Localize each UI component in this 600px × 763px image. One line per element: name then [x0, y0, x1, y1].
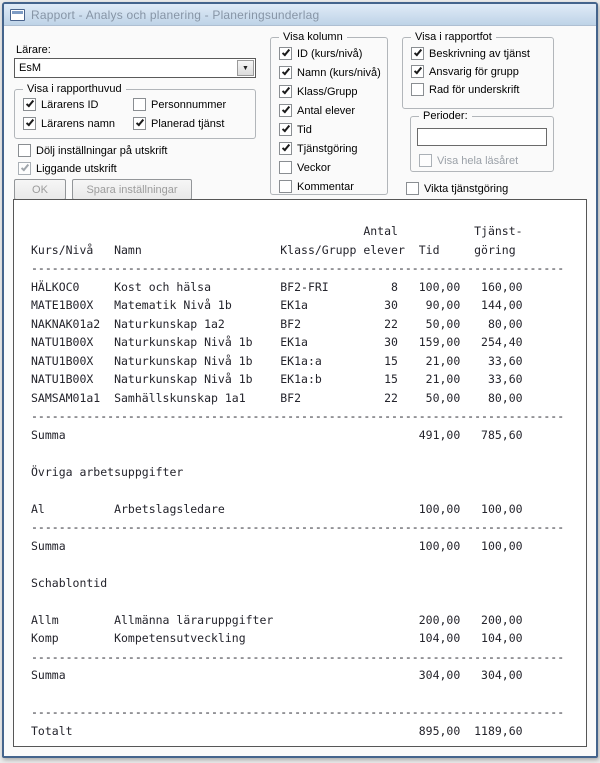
window-title: Rapport - Analys och planering - Planeringsunderlag [31, 7, 320, 22]
report-line: SAMSAM01a1 Samhällskunskap 1a1 BF2 22 50,00 80,00 [31, 390, 523, 405]
ok-button[interactable]: OK [14, 179, 66, 200]
report-line: ----------------------------------------------------------------------------- [31, 409, 565, 423]
checkbox-box [23, 98, 36, 111]
report-line: MATE1B00X Matematik Nivå 1b EK1a 30 90,00 144,00 [31, 298, 523, 312]
group-visa-i-rapportfot [402, 31, 554, 109]
report-line: ----------------------------------------------------------------------------- [31, 261, 565, 275]
spara-installningar-button[interactable]: Spara inställningar [72, 179, 192, 200]
report-line: NATU1B00X Naturkunskap Nivå 1b EK1a 30 159,00 254,40 [31, 335, 523, 349]
checkbox-namn-kurs-niva[interactable]: Namn (kurs/nivå) [279, 66, 381, 79]
report-line: ----------------------------------------------------------------------------- [31, 520, 565, 534]
checkbox-box [23, 117, 36, 130]
larare-label: Lärare: [16, 44, 51, 56]
report-line [31, 685, 586, 704]
check-icon [21, 163, 29, 172]
window-icon [10, 9, 25, 21]
checkbox-klass-grupp[interactable]: Klass/Grupp [279, 85, 358, 98]
checkbox-personnummer[interactable]: Personnummer [133, 98, 226, 111]
check-icon [414, 66, 422, 75]
checkbox-box [279, 85, 292, 98]
checkbox-liggande-utskrift[interactable]: Liggande utskrift [18, 162, 117, 175]
report-line: Antal Tjänst- [31, 224, 523, 238]
report-line: Summa 491,00 785,60 [31, 427, 523, 442]
checkbox-box [133, 98, 146, 111]
chevron-down-icon: ▼ [242, 64, 249, 72]
checkbox-lararens-id[interactable]: Lärarens ID [23, 98, 98, 111]
dialog-window [2, 2, 598, 758]
check-icon [282, 86, 290, 95]
report-line [31, 481, 586, 500]
check-icon [282, 48, 290, 57]
checkbox-box [18, 144, 31, 157]
checkbox-box [279, 123, 292, 136]
checkbox-lararens-namn[interactable]: Lärarens namn [23, 117, 115, 130]
report-line: Summa 100,00 100,00 [31, 538, 523, 553]
checkbox-box [18, 162, 31, 175]
checkbox-dolj-installningar[interactable]: Dölj inställningar på utskrift [18, 144, 167, 157]
check-icon [282, 124, 290, 133]
check-icon [26, 118, 34, 127]
report-line: Kurs/Nivå Namn Klass/Grupp elever Tid göring [31, 242, 516, 257]
report-line: NAKNAK01a2 Naturkunskap 1a2 BF2 22 50,00 80,00 [31, 316, 523, 331]
report-line: NATU1B00X Naturkunskap Nivå 1b EK1a:a 15 21,00 33,60 [31, 353, 523, 368]
report-line: Summa 304,00 304,00 [31, 668, 523, 682]
checkbox-antal-elever[interactable]: Antal elever [279, 104, 355, 117]
report-line: HÄLKOC0 Kost och hälsa BF2-FRI 8 100,00 160,00 [31, 279, 523, 294]
checkbox-tjanstgoring[interactable]: Tjänstgöring [279, 142, 358, 155]
checkbox-box [411, 65, 424, 78]
checkbox-veckor[interactable]: Veckor [279, 161, 331, 174]
checkbox-beskrivning-av-tjanst[interactable]: Beskrivning av tjänst [411, 47, 530, 60]
check-icon [414, 48, 422, 57]
report-text [14, 200, 586, 740]
check-icon [26, 99, 34, 108]
larare-combobox[interactable] [14, 58, 256, 78]
check-icon [282, 105, 290, 114]
checkbox-id-kurs-niva[interactable]: ID (kurs/nivå) [279, 47, 362, 60]
report-line: Schablontid [31, 575, 108, 590]
report-line: Al Arbetslagsledare 100,00 100,00 [31, 501, 523, 516]
group-visa-kolumn [270, 31, 388, 195]
checkbox-box [411, 47, 424, 60]
checkbox-box [406, 182, 419, 195]
report-line: Övriga arbetsuppgifter [31, 464, 184, 479]
checkbox-ansvarig-for-grupp[interactable]: Ansvarig för grupp [411, 65, 519, 78]
checkbox-box [411, 83, 424, 96]
report-line [31, 555, 586, 574]
group-title: Visa i rapportfot [411, 31, 496, 43]
checkbox-rad-for-underskrift[interactable]: Rad för underskrift [411, 83, 519, 96]
checkbox-box [279, 180, 292, 193]
check-icon [282, 67, 290, 76]
report-line [31, 592, 586, 611]
report-line: ----------------------------------------------------------------------------- [31, 649, 565, 664]
group-title: Visa i rapporthuvud [23, 83, 126, 95]
checkbox-planerad-tjanst[interactable]: Planerad tjänst [133, 117, 224, 130]
report-line: ----------------------------------------------------------------------------- [31, 705, 565, 719]
dialog-client-area [4, 27, 596, 756]
checkbox-box [279, 47, 292, 60]
check-icon [282, 143, 290, 152]
checkbox-box [279, 66, 292, 79]
report-line: Komp Kompetensutveckling 104,00 104,00 [31, 631, 523, 645]
report-line: NATU1B00X Naturkunskap Nivå 1b EK1a:b 15 21,00 33,60 [31, 372, 523, 386]
check-icon [136, 118, 144, 127]
combobox-dropdown-button[interactable] [237, 60, 254, 76]
report-line: Allm Allmänna läraruppgifter 200,00 200,00 [31, 612, 523, 627]
group-perioder [410, 110, 554, 172]
group-title: Visa kolumn [279, 31, 347, 43]
report-preview [13, 199, 587, 747]
checkbox-box [133, 117, 146, 130]
checkbox-tid[interactable]: Tid [279, 123, 312, 136]
checkbox-box [279, 161, 292, 174]
checkbox-visa-hela-lasaret[interactable]: Visa hela läsåret [419, 154, 518, 167]
perioder-input[interactable] [417, 128, 547, 146]
title-bar [4, 4, 596, 26]
report-line: Totalt 895,00 1189,60 [31, 723, 523, 738]
group-visa-i-rapporthuvud [14, 83, 256, 139]
checkbox-box [419, 154, 432, 167]
larare-combobox-value: EsM [19, 62, 41, 74]
group-title: Perioder: [419, 110, 472, 122]
checkbox-vikta-tjanstgoring[interactable]: Vikta tjänstgöring [406, 182, 508, 195]
checkbox-box [279, 104, 292, 117]
report-line [31, 444, 586, 463]
checkbox-kommentar[interactable]: Kommentar [279, 180, 354, 193]
checkbox-box [279, 142, 292, 155]
